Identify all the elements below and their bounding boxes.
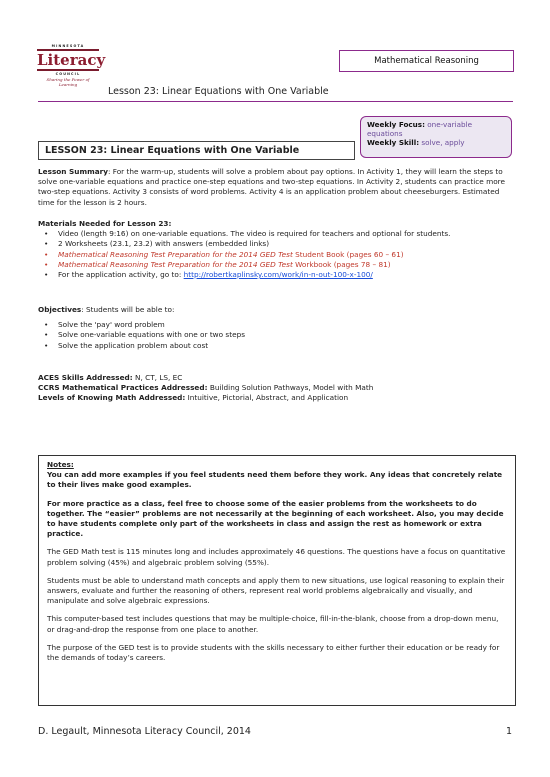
ccrs-value: Building Solution Pathways, Model with Math xyxy=(209,383,374,393)
lesson-title: LESSON 23: Linear Equations with One Variable xyxy=(38,141,355,160)
logo-bar xyxy=(37,69,99,71)
notes-box xyxy=(38,455,516,706)
notes-paragraph: This computer-based test includes questions that may be multiple-choice, fill-in-the-blank, choose from a drop-down menu, or drag-and-drop the response from one place to another. xyxy=(47,614,499,634)
notes-paragraph: Students must be able to understand math concepts and apply them to new situations, use logical reasoning to explain their answers, evaluate and further the reasoning of others, represent real world problems algebraically and visually, and manipulate and solve algebraic expressions. xyxy=(47,575,505,606)
subject-label: Mathematical Reasoning xyxy=(339,50,514,72)
levels-label: Levels of Knowing Math Addressed: xyxy=(38,393,186,403)
objectives-label: Objectives xyxy=(38,305,82,314)
lesson-summary xyxy=(38,167,516,208)
notes-label: Notes: xyxy=(47,460,74,469)
objective-item: • Solve the 'pay' word problem xyxy=(38,320,516,330)
weekly-focus-value: one-variable equations xyxy=(367,120,473,138)
logo-council: COUNCIL xyxy=(55,72,81,76)
notes-paragraph: For more practice as a class, feel free to choose some of the easier problems from the worksheets to do together. The “easier” problems are not necessarily at the beginning of each worksheet. Also, you may decide to have students complete only part of the worksheets in class and assign the rest as homework or extra practice. xyxy=(47,498,504,539)
notes-paragraph: You can add more examples if you feel students need them before they work. Any ideas that concretely relate to their lives make good examples. xyxy=(47,470,503,490)
levels-value: Intuitive, Pictorial, Abstract, and Application xyxy=(187,393,349,403)
header-divider xyxy=(38,101,513,102)
objectives-section: Objectives: Students will be able to: • Solve the 'pay' word problem • Solve one-variable equations with one or two steps • Solve the application problem about cost xyxy=(38,305,516,351)
summary-text: : For the warm-up, students will solve a problem about pay options. In Activity 1, they will learn the steps to solve one-variable equations and practice one-step equations and two-step equations. In Activity 2, students can practice more two-step equations. Activity 3 consists of word problems. Activity 4 is an application problem about cheeseburgers. Estimated time for the lesson is 2 hours. xyxy=(38,167,506,207)
notes-paragraph: The purpose of the GED test is to provide students with the skills necessary to either further their education or be ready for the demands of today’s careers. xyxy=(47,642,500,663)
book-title: Mathematical Reasoning Test Preparation for the 2014 GED Test xyxy=(58,259,293,269)
materials-item: • Video (length 9:16) on one-variable equations. The video is required for teachers and optional for students. xyxy=(38,229,516,239)
objective-item: • Solve one-variable equations with one or two steps xyxy=(38,330,516,340)
aces-label: ACES Skills Addressed: xyxy=(38,373,133,382)
weekly-skill-value: solve, apply xyxy=(421,138,465,147)
materials-item: • 2 Worksheets (23.1, 23.2) with answers (embedded links) xyxy=(38,239,516,249)
footer-author: D. Legault, Minnesota Literacy Council, 2014 xyxy=(38,726,251,737)
materials-item: • Mathematical Reasoning Test Preparation for the 2014 GED Test Student Book (pages 60 – 61) xyxy=(38,250,516,260)
logo xyxy=(37,44,106,87)
ccrs-label: CCRS Mathematical Practices Addressed: xyxy=(38,383,208,393)
logo-brand: Literacy xyxy=(37,51,106,69)
materials-section xyxy=(38,219,516,280)
materials-item: • For the application activity, go to: http://robertkaplinsky.com/work/in-n-out-100-x-100/ xyxy=(38,270,516,280)
summary-label: Lesson Summary xyxy=(38,167,108,176)
logo-top-text: MINNESOTA xyxy=(51,44,85,48)
materials-heading: Materials Needed for Lesson 23: xyxy=(38,219,172,228)
lesson-header: Lesson 23: Linear Equations with One Variable xyxy=(108,86,329,97)
weekly-focus-box xyxy=(360,116,512,158)
notes-paragraph: The GED Math test is 115 minutes long and includes approximately 46 questions. The questions have a focus on quantitative problem solving (45%) and algebraic problem solving (55%). xyxy=(47,547,506,567)
weekly-skill-label: Weekly Skill: xyxy=(367,138,420,147)
weekly-focus-label: Weekly Focus: xyxy=(367,120,425,129)
materials-item: • Mathematical Reasoning Test Preparation for the 2014 GED Test Workbook (pages 78 – 81) xyxy=(38,260,516,270)
page-number: 1 xyxy=(506,726,513,737)
application-link[interactable]: http://robertkaplinsky.com/work/in-n-out-100-x-100/ xyxy=(183,270,373,280)
objective-item: • Solve the application problem about cost xyxy=(38,341,516,351)
book-title: Mathematical Reasoning Test Preparation for the 2014 GED Test xyxy=(58,249,293,259)
skills-section xyxy=(38,373,516,404)
logo-tagline: Sharing the Power of Learning xyxy=(46,77,90,87)
aces-value: N, CT, LS, EC xyxy=(135,373,183,382)
